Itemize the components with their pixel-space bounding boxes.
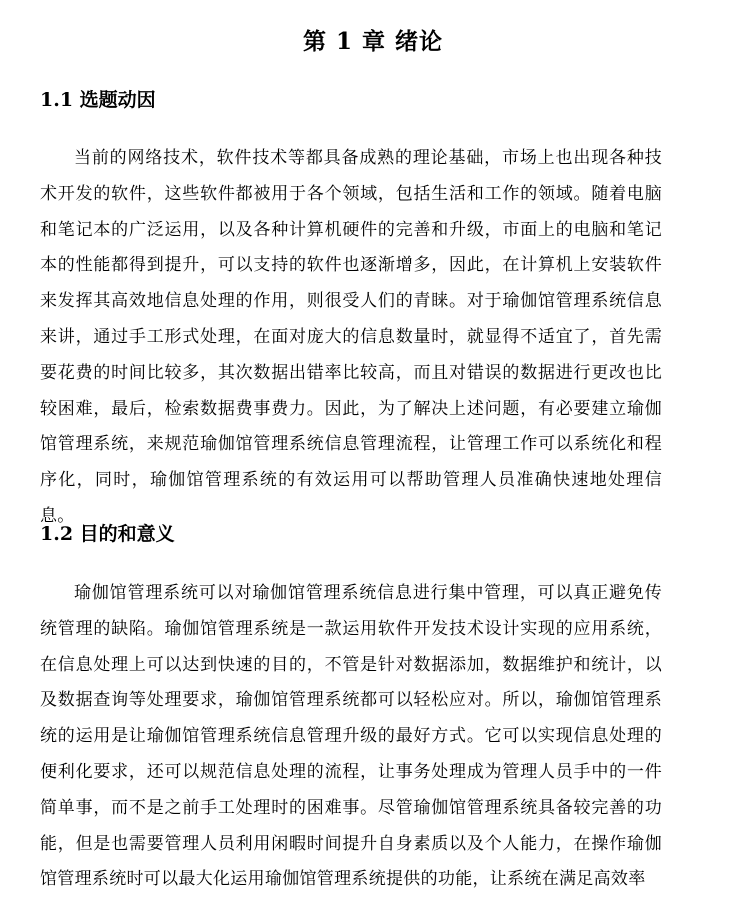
section-paragraph-1-2: 瑜伽馆管理系统可以对瑜伽馆管理系统信息进行集中管理，可以真正避免传统管理的缺陷。瑜伽馆管理系统是一款运用软件开发技术设计实现的应用系统，在信息处理上可以达到快速的目的，不管是针对数据添加，数据维护和统计，以及数据查询等处理要求，瑜伽馆管理系统都可以轻松应对。所以，瑜伽馆管理系统的运用是让瑜伽馆管理系统信息管理升级的最好方式。它可以实现信息处理的便利化要求，还可以规范信息处理的流程，让事务处理成为管理人员手中的一件简单事，而不是之前手工处理时的困难事。尽管瑜伽馆管理系统具备较完善的功能，但是也需要管理人员利用闲暇时间提升自身素质以及个人能力，在操作瑜伽馆管理系统时可以最大化运用瑜伽馆管理系统提供的功能，让系统在满足高效率 (40, 583, 662, 890)
chapter-title: 第 1 章 绪论 (302, 28, 444, 56)
section-paragraph-1-1: 当前的网络技术，软件技术等都具备成熟的理论基础，市场上也出现各种技术开发的软件，这些软件都被用于各个领域，包括生活和工作的领域。随着电脑和笔记本的广泛运用，以及各种计算机硬件的完善和升级，市面上的电脑和笔记本的性能都得到提升，可以支持的软件也逐渐增多，因此，在计算机上安装软件来发挥其高效地信息处理的作用，则很受人们的青睐。对于瑜伽馆管理系统信息来讲，通过手工形式处理，在面对庞大的信息数量时，就显得不适宜了，首先需要花费的时间比较多，其次数据出错率比较高，而且对错误的数据进行更改也比较困难，最后，检索数据费事费力。因此，为了解决上述问题，有必要建立瑜伽馆管理系统，来规范瑜伽馆管理系统信息管理流程，让管理工作可以系统化和程序化，同时，瑜伽馆管理系统的有效运用可以帮助管理人员准确快速地处理信息。 (40, 148, 662, 526)
section-heading-1-2: 1.2 目的和意义 (40, 523, 175, 545)
section-heading-1-1: 1.1 选题动因 (40, 89, 156, 111)
